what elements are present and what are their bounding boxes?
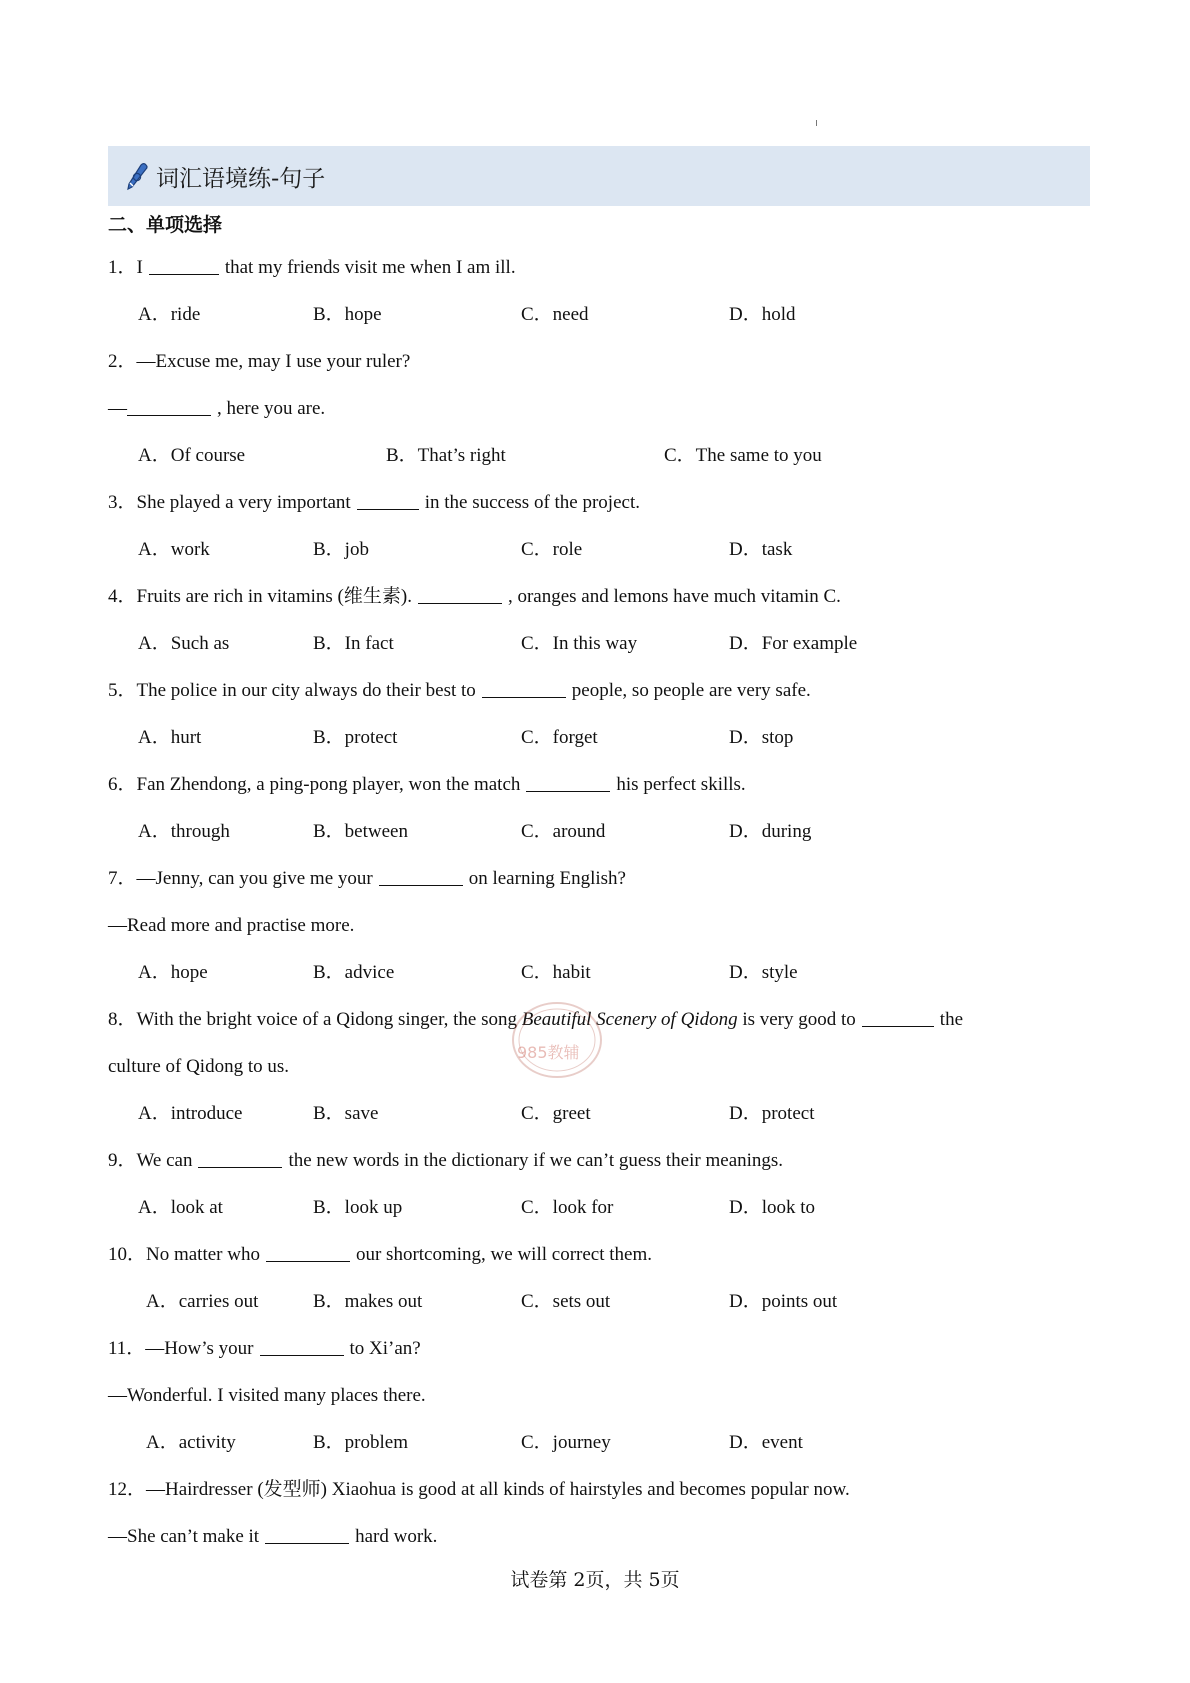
- answer-blank: [198, 1149, 282, 1168]
- option-c[interactable]: C．role: [521, 539, 583, 560]
- option-a[interactable]: A．Of course: [138, 445, 246, 466]
- answer-blank: [482, 679, 566, 698]
- option-b[interactable]: B．problem: [313, 1432, 408, 1453]
- option-d[interactable]: D．protect: [729, 1103, 815, 1124]
- question-text: culture of Qidong to us.: [108, 1056, 290, 1077]
- option-d[interactable]: D．event: [729, 1432, 803, 1453]
- pen-icon: [124, 161, 150, 191]
- question-11-response: [108, 1372, 1068, 1419]
- question-2-response: [108, 385, 1068, 432]
- option-d[interactable]: D．during: [729, 821, 812, 842]
- question-10-options: [108, 1278, 1068, 1325]
- option-a[interactable]: A．hurt: [138, 727, 202, 748]
- answer-blank: [265, 1525, 349, 1544]
- question-list: [108, 244, 1068, 1560]
- header-title: 词汇语境练-句子: [156, 165, 326, 192]
- question-text: —She can’t make it: [108, 1526, 260, 1547]
- question-2-stem: [108, 338, 1068, 385]
- page-footer: 试卷第 2页，共 5页: [510, 1569, 680, 1591]
- answer-blank: [526, 773, 610, 792]
- option-a[interactable]: A．hope: [138, 962, 208, 983]
- question-text: on learning English?: [468, 868, 626, 889]
- question-7-response: [108, 902, 1068, 949]
- answer-blank: [418, 585, 502, 604]
- question-text: 8．With the bright voice of a Qidong singer, the song: [108, 1009, 518, 1030]
- question-text: the: [939, 1009, 964, 1030]
- question-text: his perfect skills.: [616, 774, 746, 795]
- question-9-stem: [108, 1137, 1068, 1184]
- option-b[interactable]: B．between: [313, 821, 408, 842]
- question-text: 3．She played a very important: [108, 492, 351, 513]
- option-b[interactable]: B．hope: [313, 304, 382, 325]
- option-d[interactable]: D．For example: [729, 633, 858, 654]
- option-d[interactable]: D．points out: [729, 1291, 838, 1312]
- question-3-stem: [108, 479, 1068, 526]
- question-4-stem: [108, 573, 1068, 620]
- question-6-options: [108, 808, 1068, 855]
- question-text: the new words in the dictionary if we can’t guess their meanings.: [288, 1150, 784, 1171]
- option-b[interactable]: B．save: [313, 1103, 379, 1124]
- option-a[interactable]: A．look at: [138, 1197, 223, 1218]
- page-mark: [816, 120, 817, 126]
- section-header: [108, 146, 1090, 206]
- question-text: 12．—Hairdresser (发型师) Xiaohua is good at all kinds of hairstyles and becomes popular now.: [108, 1479, 850, 1500]
- question-text: our shortcoming, we will correct them.: [355, 1244, 652, 1265]
- option-d[interactable]: D．task: [729, 539, 793, 560]
- question-text: 1．I: [108, 257, 143, 278]
- option-c[interactable]: C．look for: [521, 1197, 614, 1218]
- option-c[interactable]: C．greet: [521, 1103, 591, 1124]
- question-9-options: [108, 1184, 1068, 1231]
- question-text: in the success of the project.: [424, 492, 640, 513]
- answer-blank: [127, 397, 211, 416]
- answer-blank: [266, 1243, 350, 1262]
- question-text: 11．—How’s your: [108, 1338, 254, 1359]
- question-1-stem: [108, 244, 1068, 291]
- option-b[interactable]: B．job: [313, 539, 369, 560]
- question-12-stem: [108, 1466, 1068, 1513]
- question-10-stem: [108, 1231, 1068, 1278]
- question-text: , oranges and lemons have much vitamin C.: [507, 586, 841, 607]
- question-5-stem: [108, 667, 1068, 714]
- answer-blank: [379, 867, 463, 886]
- question-text: —Read more and practise more.: [108, 915, 355, 936]
- watermark-text: 985教辅: [517, 1043, 580, 1062]
- question-12-response: [108, 1513, 1068, 1560]
- question-text: that my friends visit me when I am ill.: [224, 257, 516, 278]
- option-d[interactable]: D．hold: [729, 304, 796, 325]
- option-c[interactable]: C．The same to you: [664, 445, 822, 466]
- question-1-options: [108, 291, 1068, 338]
- question-11-options: [108, 1419, 1068, 1466]
- option-b[interactable]: B．That’s right: [386, 445, 506, 466]
- question-11-stem: [108, 1325, 1068, 1372]
- option-b[interactable]: B．look up: [313, 1197, 403, 1218]
- question-3-options: [108, 526, 1068, 573]
- question-text: , here you are.: [217, 398, 326, 419]
- question-text: —Wonderful. I visited many places there.: [108, 1385, 426, 1406]
- question-text: 4．Fruits are rich in vitamins (维生素).: [108, 586, 412, 607]
- answer-blank: [862, 1008, 934, 1027]
- question-text: to Xi’an?: [349, 1338, 421, 1359]
- question-4-options: [108, 620, 1068, 667]
- option-b[interactable]: B．In fact: [313, 633, 394, 654]
- question-text: 10．No matter who: [108, 1244, 260, 1265]
- option-d[interactable]: D．look to: [729, 1197, 816, 1218]
- option-c[interactable]: C．around: [521, 821, 606, 842]
- question-8-options: [108, 1090, 1068, 1137]
- option-a[interactable]: A．ride: [138, 304, 201, 325]
- question-5-options: [108, 714, 1068, 761]
- option-d[interactable]: D．stop: [729, 727, 794, 748]
- section-title: 二、单项选择: [108, 214, 223, 236]
- question-text: 5．The police in our city always do their best to: [108, 680, 476, 701]
- option-c[interactable]: C．sets out: [521, 1291, 611, 1312]
- answer-blank: [260, 1337, 344, 1356]
- question-text: 7．—Jenny, can you give me your: [108, 868, 373, 889]
- option-a[interactable]: A．through: [138, 821, 230, 842]
- question-text: 9．We can: [108, 1150, 193, 1171]
- option-c[interactable]: C．forget: [521, 727, 598, 748]
- option-d[interactable]: D．style: [729, 962, 798, 983]
- question-text: is very good to: [742, 1009, 856, 1030]
- question-6-stem: [108, 761, 1068, 808]
- option-a[interactable]: A．carries out: [146, 1291, 259, 1312]
- question-text: hard work.: [355, 1526, 438, 1547]
- option-c[interactable]: C．journey: [521, 1432, 611, 1453]
- option-b[interactable]: B．advice: [313, 962, 395, 983]
- option-c[interactable]: C．In this way: [521, 633, 638, 654]
- option-b[interactable]: B．protect: [313, 727, 398, 748]
- option-a[interactable]: A．activity: [146, 1432, 236, 1453]
- answer-blank: [149, 256, 219, 275]
- question-text: people, so people are very safe.: [571, 680, 811, 701]
- option-b[interactable]: B．makes out: [313, 1291, 423, 1312]
- question-text: 2．—Excuse me, may I use your ruler?: [108, 351, 411, 372]
- question-text: 6．Fan Zhendong, a ping-pong player, won the match: [108, 774, 521, 795]
- option-c[interactable]: C．habit: [521, 962, 591, 983]
- song-title: Beautiful Scenery of Qidong: [521, 1009, 738, 1030]
- question-2-options: [108, 432, 1068, 479]
- question-text: —: [108, 398, 127, 419]
- option-c[interactable]: C．need: [521, 304, 589, 325]
- option-a[interactable]: A．work: [138, 539, 210, 560]
- question-7-stem: [108, 855, 1068, 902]
- answer-blank: [357, 491, 419, 510]
- question-7-options: [108, 949, 1068, 996]
- option-a[interactable]: A．introduce: [138, 1103, 243, 1124]
- option-a[interactable]: A．Such as: [138, 633, 230, 654]
